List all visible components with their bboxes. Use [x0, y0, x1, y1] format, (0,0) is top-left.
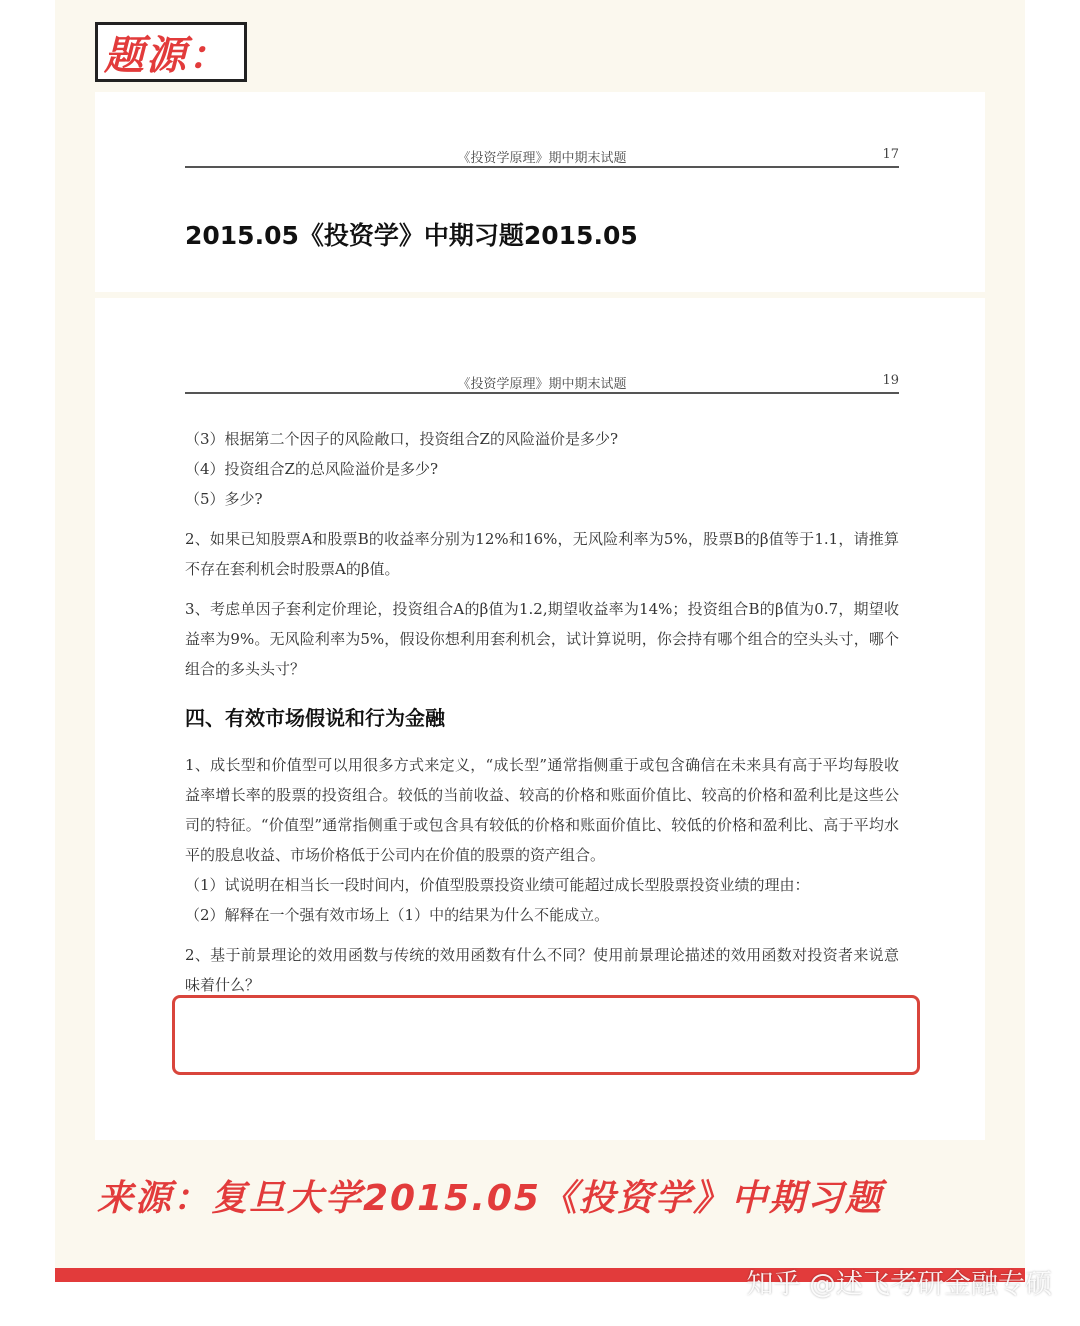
sub-question: （3）根据第二个因子的风险敞口，投资组合Z的风险溢价是多少?	[185, 430, 619, 448]
source-caption: 来源：复旦大学2015.05《投资学》中期习题	[97, 1178, 883, 1219]
section4-question-1-sub2: （2）解释在一个强有效市场上（1）中的结果为什么不能成立。	[185, 906, 610, 924]
section4-question-1: 1、成长型和价值型可以用很多方式来定义，“成长型”通常指侧重于或包含确信在未来具有高于平均每股收益率增长率的股票的投资组合。较低的当前收益、较高的价格和账面价值比、较高的价格和盈利比是这些公司的特征。“价值型”通常指侧重于或包含具有较低的价格和账面价值比、较低的价格和盈利比、高于平均水平的股息收益、市场价格低于公司内在价值的股票的资产组合。	[185, 756, 899, 864]
page-header	[185, 370, 899, 394]
sub-question: （5）多少?	[185, 490, 263, 508]
sub-question: （4）投资组合Z的总风险溢价是多少?	[185, 460, 439, 478]
watermark: 知乎 @述飞考研金融专硕	[746, 1269, 1052, 1300]
source-tag-box	[95, 22, 247, 82]
exam-title: 2015.05《投资学》中期习题2015.05	[185, 221, 638, 250]
highlight-box	[172, 995, 920, 1075]
section4-question-1-sub1: （1）试说明在相当长一段时间内，价值型股票投资业绩可能超过成长型股票投资业绩的理由：	[185, 876, 810, 894]
question-3: 3、考虑单因子套利定价理论，投资组合A的β值为1.2,期望收益率为14%；投资组合B的β值为0.7，期望收益率为9%。无风险利率为5%，假设你想利用套利机会，试计算说明，你会持有哪个组合的空头头寸，哪个组合的多头头寸？	[185, 600, 899, 678]
page-header-title: 《投资学原理》期中期末试题	[457, 377, 627, 392]
section-title: 四、有效市场假说和行为金融	[185, 706, 445, 730]
page-header-title: 《投资学原理》期中期末试题	[457, 151, 627, 166]
document-page-17	[95, 92, 985, 292]
section4-question-2: 2、基于前景理论的效用函数与传统的效用函数有什么不同？使用前景理论描述的效用函数对投资者来说意味着什么？	[185, 946, 899, 994]
question-2: 2、如果已知股票A和股票B的收益率分别为12%和16%，无风险利率为5%，股票B的β值等于1.1，请推算不存在套利机会时股票A的β值。	[185, 530, 899, 578]
page-number: 17	[882, 147, 899, 162]
page-header	[185, 144, 899, 168]
page-number: 19	[882, 373, 899, 388]
page-content	[185, 424, 899, 1000]
source-tag-label: 题源：	[104, 32, 230, 79]
